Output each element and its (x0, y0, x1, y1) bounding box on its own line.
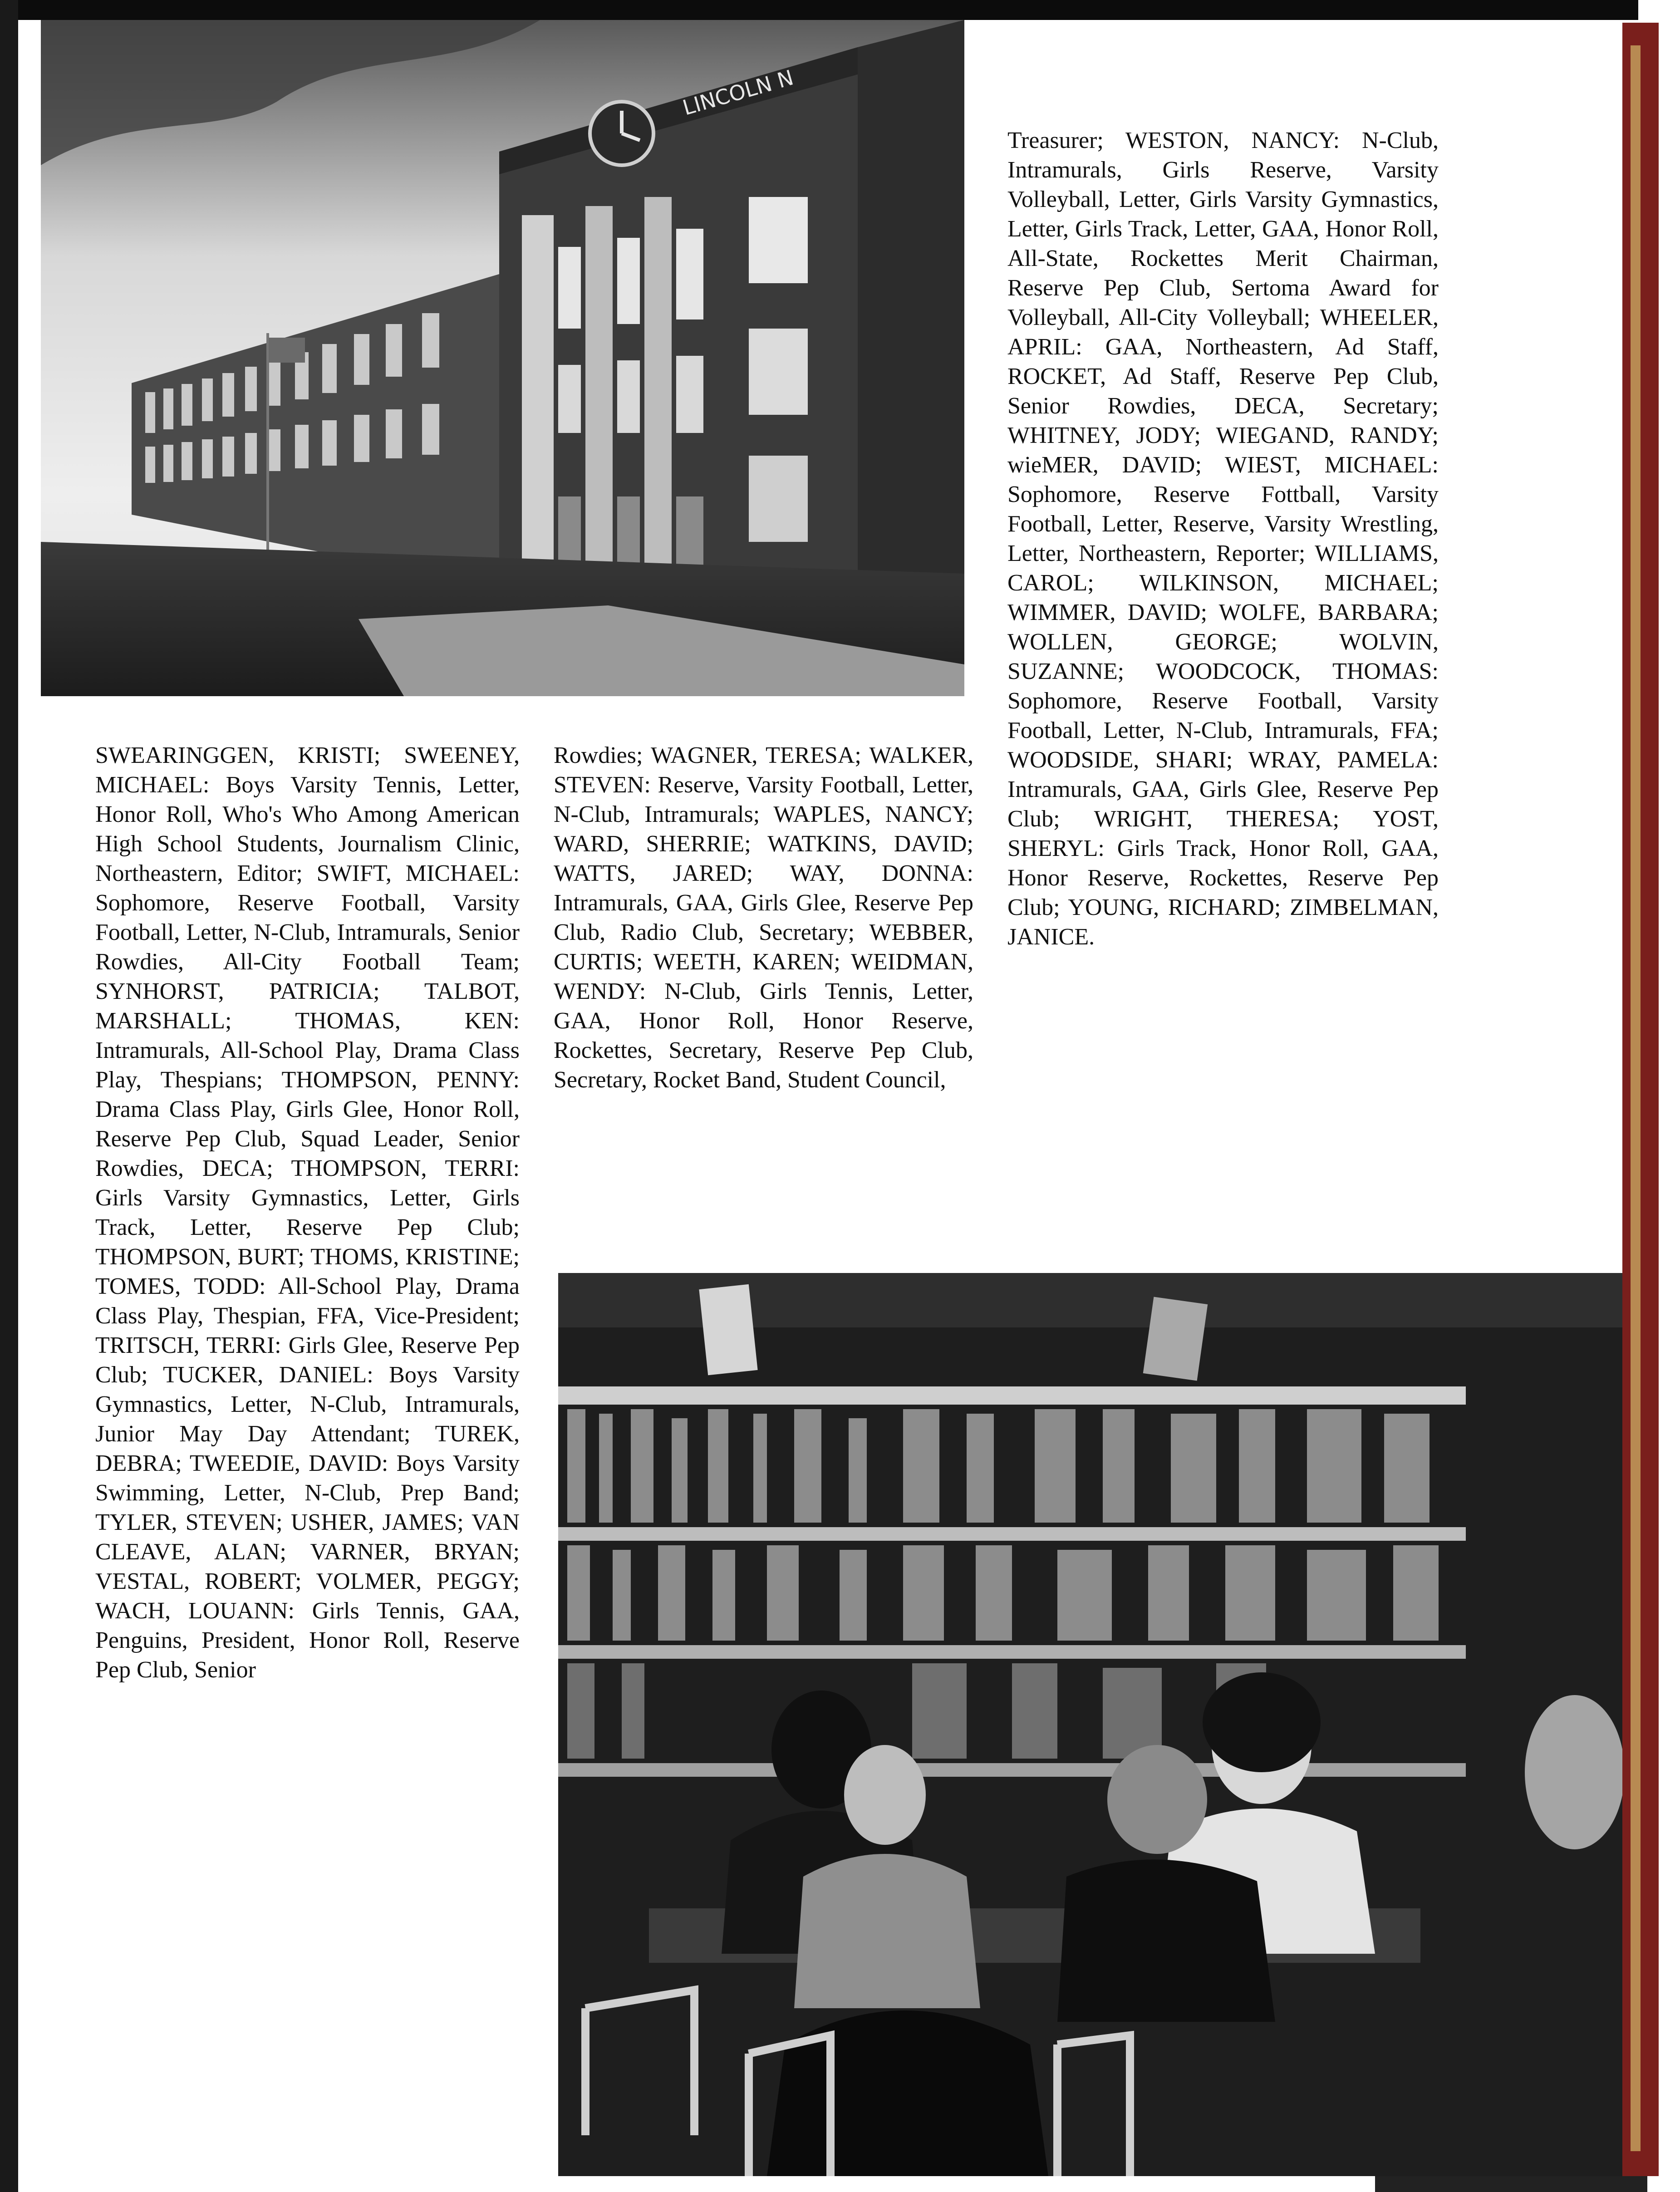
school-building-photo (41, 20, 964, 696)
text-column-1 (95, 741, 520, 1685)
flag-icon (269, 338, 305, 363)
library-illustration (558, 1273, 1622, 2176)
text-column-2 (554, 741, 973, 1095)
student-activities-text: Treasurer; WESTON, NANCY: N-Club, Intramurals, Girls Reserve, Varsity Volleyball, Letter, Girls Varsity Gymnastics, Letter, Girls Track, Letter, GAA, Honor Roll, All-State, Rockettes Merit Chairman, Reserve Pep Club, Sertoma Award for Volleyball, All-City Volleyball; WHEELER, APRIL: GAA, Northeastern, Ad Staff, ROCKET, Ad Staff, Reserve Pep Club, Senior Rowdies, DECA, Secretary; WHITNEY, JODY; WIEGAND, RANDY; wieMER, DAVID; WIEST, MICHAEL: Sophomore, Reserve Fottball, Varsity Football, Letter, Reserve, Varsity Wrestling, Letter, Northeastern, Reporter; WILLIAMS, CAROL; WILKINSON, MICHAEL; WIMMER, DAVID; WOLFE, BARBARA; WOLLEN, GEORGE; WOLVIN, SUZANNE; WOODCOCK, THOMAS: Sophomore, Reserve Football, Varsity Football, Letter, N-Club, Intramurals, FFA; WOODSIDE, SHARI; WRAY, PAMELA: Intramurals, GAA, Girls Glee, Reserve Pep Club; WRIGHT, THERESA; YOST, SHERYL: Girls Track, Honor Roll, GAA, Honor Reserve, Rockettes, Reserve Pep Club; YOUNG, RICHARD; ZIMBELMAN, JANICE. (1007, 128, 1439, 950)
library-photo (558, 1273, 1622, 2176)
page-left-edge (0, 0, 18, 2192)
student-activities-text: Rowdies; WAGNER, TERESA; WALKER, STEVEN: Reserve, Varsity Football, Letter, N-Club, Intramurals; WAPLES, NANCY; WARD, SHERRIE; WATKINS, DAVID; WATTS, JARED; WAY, DONNA: Intramurals, GAA, Girls Glee, Reserve Pep Club, Radio Club, Secretary; WEBBER, CURTIS; WEETH, KAREN; WEIDMAN, WENDY: N-Club, Girls Tennis, Letter, GAA, Honor Roll, Honor Reserve, Rockettes, Secretary, Reserve Pep Club, Secretary, Rocket Band, Student Council, (554, 742, 973, 1093)
entrance-facade (522, 197, 808, 592)
clock-icon (590, 102, 653, 165)
student-activities-text: SWEARINGGEN, KRISTI; SWEENEY, MICHAEL: Boys Varsity Tennis, Letter, Honor Roll, Who's Who Among American High School Students, Journalism Clinic, Northeastern, Editor; SWIFT, MICHAEL: Sophomore, Reserve Football, Varsity Football, Letter, N-Club, Intramurals, Senior Rowdies, All-City Football Team; SYNHORST, PATRICIA; TALBOT, MARSHALL; THOMAS, KEN: Intramurals, All-School Play, Drama Class Play, Thespians; THOMPSON, PENNY: Drama Class Play, Girls Glee, Honor Roll, Reserve Pep Club, Squad Leader, Senior Rowdies, DECA; THOMPSON, TERRI: Girls Varsity Gymnastics, Letter, Girls Track, Letter, Reserve Pep Club; THOMPSON, BURT; THOMS, KRISTINE; TOMES, TODD: All-School Play, Drama Class Play, Thespian, FFA, Vice-President; TRITSCH, TERRI: Girls Glee, Reserve Pep Club; TUCKER, DANIEL: Boys Varsity Gymnastics, Letter, N-Club, Intramurals, Junior May Day Attendant; TUREK, DEBRA; TWEEDIE, DAVID: Boys Varsity Swimming, Letter, N-Club, Prep Band; TYLER, STEVEN; USHER, JAMES; VAN CLEAVE, ALAN; VARNER, BRYAN; VESTAL, ROBERT; VOLMER, PEGGY; WACH, LOUANN: Girls Tennis, GAA, Penguins, President, Honor Roll, Reserve Pep Club, Senior (95, 742, 520, 1683)
book-spine-gold-strip (1631, 45, 1641, 2151)
text-column-3 (1007, 126, 1439, 952)
book-spine-edge (1622, 23, 1659, 2176)
page-bottom-rule (1375, 2176, 1647, 2192)
school-building-illustration (41, 20, 964, 696)
building-sign: LINCOLN N (680, 65, 796, 120)
page-top-rule (18, 0, 1638, 20)
